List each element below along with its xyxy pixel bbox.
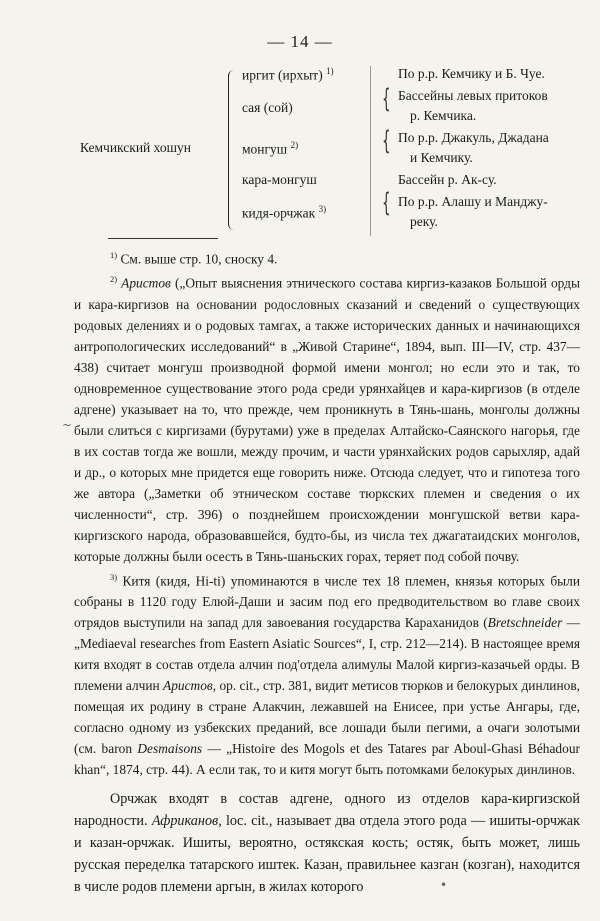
author-name: Аристов <box>163 678 213 694</box>
brace: { <box>382 84 391 114</box>
subdivision-row <box>242 204 326 222</box>
footnote-text: См. выше стр. 10, сноску 4. <box>120 251 278 267</box>
page-number: — 14 — <box>267 32 333 51</box>
footnote-1 <box>74 245 580 269</box>
subdivision-name: иргит (ирхыт) <box>242 67 323 83</box>
footnote-ref: 1) <box>326 66 334 76</box>
brace: { <box>382 126 391 156</box>
footnote-mark: 2) <box>110 274 118 285</box>
author-name: Аристов <box>121 275 171 291</box>
subdivision-name: кидя-орчжак <box>242 205 316 221</box>
footnote-text: Китя (кидя, Hi-ti) упоминаются в числе тех 18 племен, князья которых были собраны в 1120 году Елюй-Даши и засим под его предводительством во главе своих отрядов выступили на запад для завоевания государства Караханидов ( <box>74 573 580 631</box>
footnote-text: („Опыт выяснения этнического состава киргиз-казаков Большой орды и кара-киргизов на основании родословных сказаний и сведений о существующих родовых делениях и о родовых тамгах, а также исторических данных и начинающихся антропологических исследований“ в „Живой Старине“, 1894, вып. III—IV, стр. 437—438) считает монгуш производной формой имени монгол; но если это и так, то одновременное существование этого рода среди урянхайцев и кара-киргизов (в отделе адгене) указывает на то, что прежде, чем проникнуть в Тянь-шань, монголы должны были слиться с киргизами (бурутами) уже в пределах Алтайско-Саянского нагорья, где в их состав тогда же вошли, между прочим, и части урянхайских родов сарыхляр, адай и др., о которых мне придется еще говорить ниже. Отсюда следует, что и гипотеза того же автора („Заметки об этническом составе тюркских племен и сведения о их численности“, стр. 396) о позднейшем происхождении монгушской ветви кара-киргизского народа, образовавшейся, будто-бы, из числа тех джагатаидских монголов, которые должны были осесть в Тянь-шаньских горах, теряет под собой почву. <box>74 275 580 564</box>
subdivision-name: сая (сой) <box>242 100 293 115</box>
footnote-text: , op. cit., стр. 381, видит метисов тюрков и белокурых динлинов, помещая их родину в стране Алакчин, лежавшей на Енисее, при устье Ангары, где, согласно одному из узбекских преданий, все лошади были пегими, а очаги золотыми (см. baron <box>74 678 580 757</box>
footnote-text: — „Mediaeval researches from Eastern Asiatic Sources“, I, стр. 212—214). В настоящее время китя входят в состав отдела алчин под'отдела алимулы Малой киргиз-казачьей орды. В племени алчин <box>74 615 580 694</box>
location-line: По р.р. Алашу и Манджу- <box>398 194 548 209</box>
subdivision-row <box>242 172 317 188</box>
subdivision-row <box>242 66 334 84</box>
location-line: реку. <box>410 214 438 229</box>
subdivision-row <box>242 100 293 116</box>
location-line: р. Кемчика. <box>410 108 477 123</box>
brace: { <box>382 188 391 218</box>
page-body <box>74 245 580 898</box>
location-line: Бассейны левых притоков <box>398 88 548 103</box>
author-name: Африканов <box>151 813 219 830</box>
footnote-rule <box>108 238 218 239</box>
main-paragraph <box>74 788 580 898</box>
author-name: Bretschneider <box>487 615 563 631</box>
subdivision-name: кара-монгуш <box>242 172 317 187</box>
column-divider <box>370 66 371 236</box>
subdivision-row <box>242 140 298 158</box>
footnote-2 <box>74 269 580 566</box>
footnote-mark: 1) <box>110 250 118 260</box>
location-line: и Кемчику. <box>410 150 473 165</box>
paragraph-text: , loc. cit., называет два отдела этого рода — ишиты-орчжак и казан-орчжак. Ишиты, вероятно, остякская кость; остяк, быть может, лишь русская переделка татарского иштек. Казан, правильнее казган (козган), находится в числе родов племени аргын, в жилах которого <box>74 813 580 896</box>
print-speck: • <box>440 878 448 892</box>
footnote-mark: 3) <box>110 571 118 582</box>
location-line: Бассейн р. Ак-су. <box>398 172 497 187</box>
paragraph-text: Орчжак входят в состав адгене, одного из отделов кара-киргизской народности. <box>74 791 580 830</box>
location-line: По р.р. Кемчику и Б. Чуе. <box>398 66 545 81</box>
footnote-3 <box>74 567 580 780</box>
footnote-ref: 2) <box>290 140 299 150</box>
left-bracket <box>228 70 238 230</box>
author-name: Desmaisons <box>137 741 203 757</box>
location-line: По р.р. Джакуль, Джадана <box>398 130 549 145</box>
hoshun-label: Кемчикский хошун <box>80 140 191 155</box>
subdivision-name: монгуш <box>242 141 288 157</box>
footnote-ref: 3) <box>318 204 327 214</box>
margin-mark: ~ <box>62 418 73 432</box>
footnote-text: — „Histoire des Mogols et des Tatares par Aboul-Ghasi Béhadour khan“, 1874, стр. 44). А если так, то и китя могут быть потомками белокурых динлинов. <box>74 741 580 778</box>
